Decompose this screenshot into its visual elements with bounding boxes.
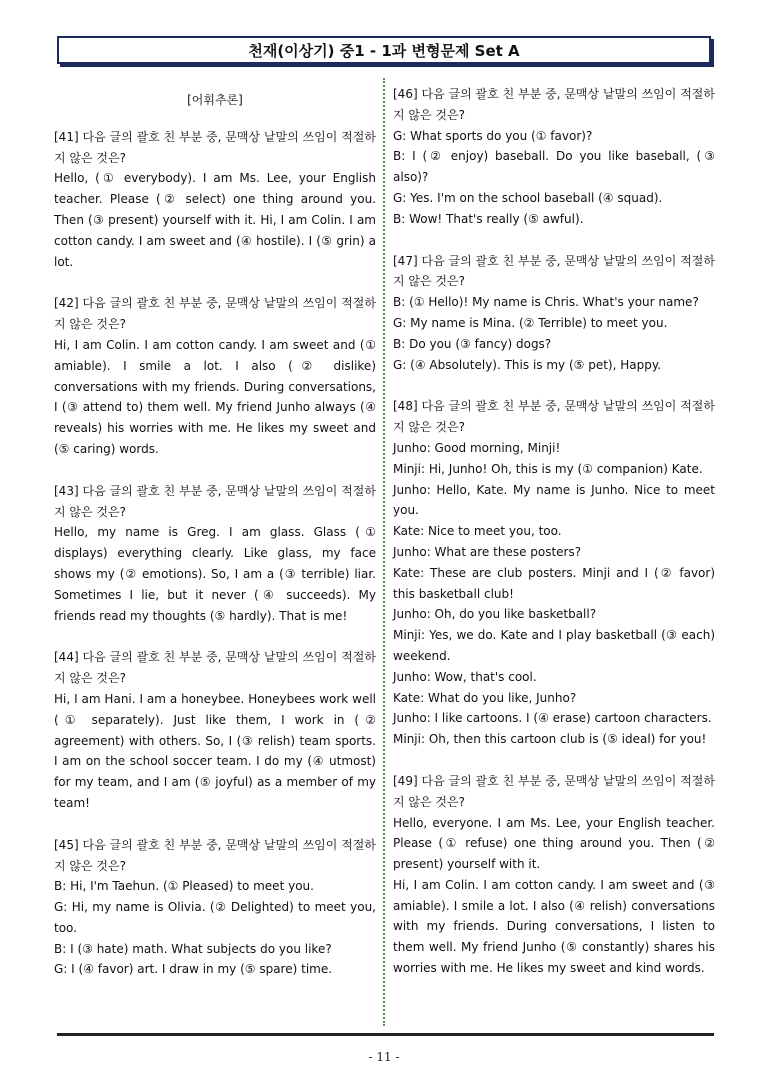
left-question-list [54,127,376,980]
passage-line: Hi, I am Colin. I am cotton candy. I am sweet and (① amiable). I smile a lot. I also (② dislike) conversations with my friends. During conversations, I (③ attend to) them well. My friend Junho always (④ reveals) his worries with me. He likes my sweet and (⑤ caring) words. [54,337,376,456]
passage-line: Junho: I like cartoons. I (④ erase) cartoon characters. [393,711,712,726]
question-block [54,481,376,627]
question-block [393,84,715,230]
passage-line: B: Hi, I'm Taehun. (① Pleased) to meet you. [54,879,314,894]
passage-line: G: Yes. I'm on the school baseball (④ squad). [393,190,663,205]
question-prompt: [41] 다음 글의 괄호 친 부분 중, 문맥상 낱말의 쓰임이 적절하지 않은 것은? [54,129,376,165]
passage-line: Hello, everyone. I am Ms. Lee, your English teacher. Please (① refuse) one thing around you. Then (② present) yourself with it. [393,815,715,872]
passage-line: B: I (③ hate) math. What subjects do you like? [54,941,332,956]
passage-line: Kate: Nice to meet you, too. [393,524,562,539]
question-block [54,647,376,813]
passage-line: B: Do you (③ fancy) dogs? [393,336,552,351]
right-column [393,84,715,1000]
passage-line: Junho: Good morning, Minji! [393,440,561,455]
question-block [393,251,715,376]
passage-line: Junho: Hello, Kate. My name is Junho. Nice to meet you. [393,482,715,518]
question-prompt: [49] 다음 글의 괄호 친 부분 중, 문맥상 낱말의 쓰임이 적절하지 않은 것은? [393,773,715,809]
passage-line: Hello, my name is Greg. I am glass. Glass (① displays) everything clearly. Like glass, my face shows my (② emotions). So, I am a (③ terrible) liar. Sometimes I lie, but it never (④ succeeds). My friends read my thoughts (⑤ hardly). That is me! [54,525,376,623]
column-divider [383,78,385,1026]
question-prompt: [47] 다음 글의 괄호 친 부분 중, 문맥상 낱말의 쓰임이 적절하지 않은 것은? [393,253,715,289]
page-title-text: 천재(이상기) 중1 - 1과 변형문제 Set A [248,41,520,60]
question-block [54,835,376,981]
passage-line: G: What sports do you (① favor)? [393,128,593,143]
page-title [57,36,711,64]
passage-line: Hi, I am Colin. I am cotton candy. I am sweet and (③ amiable). I smile a lot. I also (④ relish) conversations with my friends. During conversations, I listen to them well. My friend Junho (⑤ constantly) shares his worries with me. He likes my sweet and kind words. [393,877,715,976]
section-label: [어휘추론] [187,93,243,107]
question-passage [54,335,376,460]
passage-line: Minji: Hi, Junho! Oh, this is my (① companion) Kate. [393,461,703,476]
right-question-list [393,84,715,979]
passage-line: Kate: What do you like, Junho? [393,690,577,705]
question-prompt: [42] 다음 글의 괄호 친 부분 중, 문맥상 낱말의 쓰임이 적절하지 않은 것은? [54,296,376,332]
question-block [393,396,715,750]
question-prompt: [44] 다음 글의 괄호 친 부분 중, 문맥상 낱말의 쓰임이 적절하지 않은 것은? [54,650,376,686]
passage-line: Junho: Wow, that's cool. [393,669,537,684]
question-passage [54,168,376,272]
passage-line: B: I (② enjoy) baseball. Do you like baseball, (③ also)? [393,149,715,185]
passage-line: Minji: Yes, we do. Kate and I play basketball (③ each) weekend. [393,628,715,663]
passage-line: G: Hi, my name is Olivia. (② Delighted) to meet you, too. [54,900,376,935]
passage-line: Kate: These are club posters. Minji and I (② favor) this basketball club! [393,565,715,601]
question-prompt: [46] 다음 글의 괄호 친 부분 중, 문맥상 낱말의 쓰임이 적절하지 않은 것은? [393,87,715,122]
passage-line: B: (① Hello)! My name is Chris. What's your name? [393,295,699,310]
question-prompt: [45] 다음 글의 괄호 친 부분 중, 문맥상 낱말의 쓰임이 적절하지 않은 것은? [54,837,376,873]
passage-line: Hello, (① everybody). I am Ms. Lee, your English teacher. Please (② select) one thing around you. Then (③ present) yourself with it. Hi, I am Colin. I am cotton candy. I am sweet and (④ hostile). I (⑤ grin) a lot. [54,171,376,269]
question-block [54,127,376,273]
passage-line: Hi, I am Hani. I am a honeybee. Honeybees work well (① separately). Just like them, I work in (② agreement) with others. So, I (③ relish) team sports. I am on the school soccer team. I do my (④ utmost) for my team, and I am (⑤ joyful) as a member of my team! [54,691,376,810]
question-passage [54,876,376,980]
question-passage [393,438,715,750]
question-passage [393,813,715,979]
question-block [54,293,376,459]
passage-line: B: Wow! That's really (⑤ awful). [393,211,584,226]
passage-line: G: (④ Absolutely). This is my (⑤ pet), Happy. [393,357,662,372]
question-passage [54,689,376,814]
passage-line: Junho: What are these posters? [393,544,582,559]
passage-line: Minji: Oh, then this cartoon club is (⑤ ideal) for you! [393,732,707,747]
question-passage [54,522,376,626]
page-number: - 11 - [368,1050,400,1064]
left-column [54,84,376,1001]
question-block [393,771,715,979]
passage-line: G: I (④ favor) art. I draw in my (⑤ spare) time. [54,962,333,977]
question-passage [393,126,715,230]
passage-line: G: My name is Mina. (② Terrible) to meet you. [393,315,668,330]
passage-line: Junho: Oh, do you like basketball? [393,607,597,622]
question-prompt: [48] 다음 글의 괄호 친 부분 중, 문맥상 낱말의 쓰임이 적절하지 않은 것은? [393,399,715,435]
question-prompt: [43] 다음 글의 괄호 친 부분 중, 문맥상 낱말의 쓰임이 적절하지 않은 것은? [54,483,376,519]
question-passage [393,292,715,375]
bottom-rule [57,1033,714,1036]
